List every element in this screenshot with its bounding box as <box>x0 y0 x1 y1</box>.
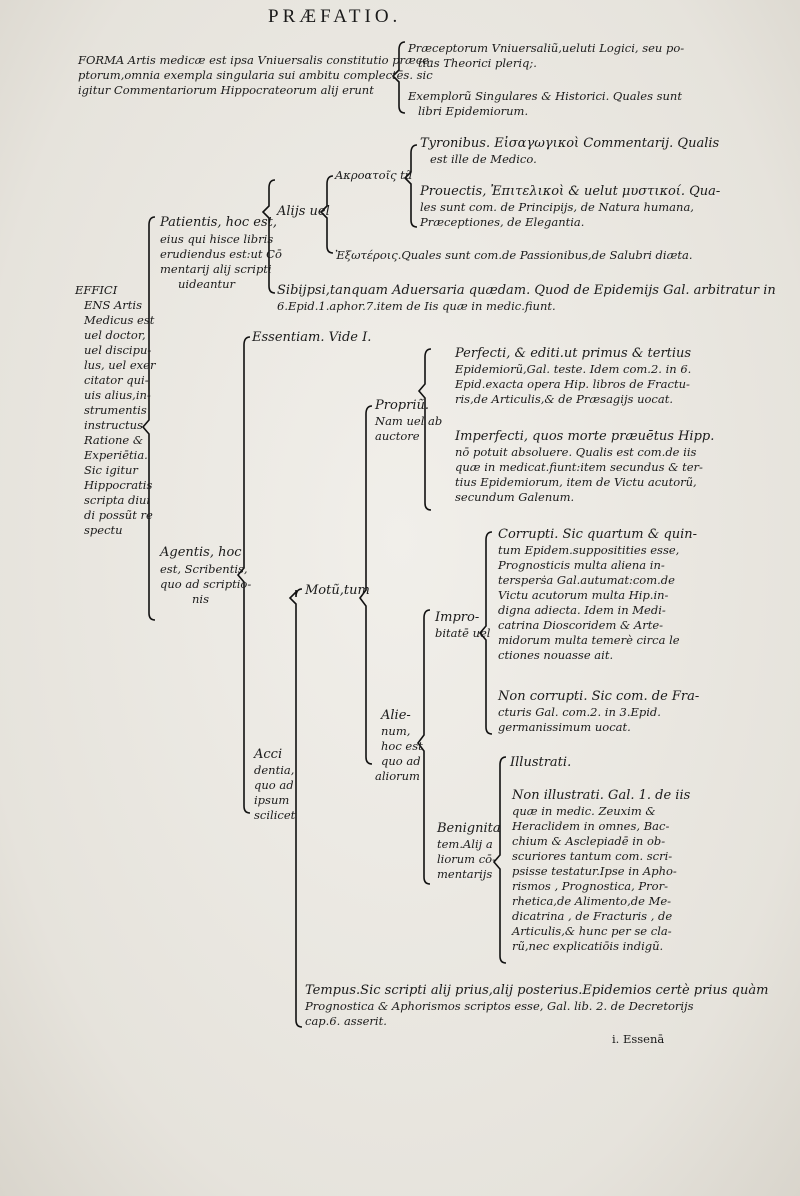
perfecti-line: Epidemiorũ,Gal. teste. Idem com.2. in 6. <box>455 362 692 376</box>
efficiens-line: citator qui- <box>84 373 149 387</box>
corrupti-line: catrina Dioscoridem & Arte- <box>498 618 664 632</box>
alienum-line: num, <box>381 724 411 738</box>
non-illustrati-line: Non illustrati. Gal. 1. de iis <box>512 788 691 803</box>
non-corrupti-line: Non corrupti. Sic com. de Fra- <box>498 689 700 704</box>
imperfecti-line: secundum Galenum. <box>455 490 575 504</box>
perfecti-line: Perfecti, & editi.ut primus & tertius <box>455 346 692 361</box>
catchword: i. Essenā <box>612 1032 665 1046</box>
non-illustrati-line: scuriores tantum com. scri- <box>512 849 673 863</box>
imperfecti-line: quæ in medicat.fiunt:item secundus & ter- <box>455 460 703 474</box>
efficiens-line: di possũt re <box>84 508 153 522</box>
accidentia-line: dentia, <box>254 763 295 777</box>
non-illustrati-line: psisse testatur.Ipse in Apho- <box>512 864 677 878</box>
exemplorum-line-2: libri Epidemiorum. <box>418 104 529 118</box>
agentis-line: nis <box>192 592 209 606</box>
prouectis-line-1: Prouectis, Ἐπιτελικοὶ & uelut μυστικοί. Qua- <box>420 184 721 199</box>
imperfecti-line: Imperfecti, quos morte præuētus Hipp. <box>455 429 715 444</box>
proprium-line: Nam uel ab <box>375 414 443 428</box>
improbitate-line: Impro- <box>435 610 480 625</box>
non-illustrati-line: quæ in medic. Zeuxim & <box>512 804 656 818</box>
imperfecti-line: nō potuit absoluere. Qualis est com.de iis <box>455 445 697 459</box>
benignitatem-line: mentarijs <box>437 867 493 881</box>
corrupti-line: ctiones nouasse ait. <box>498 648 614 662</box>
accidentia-line: quo ad <box>254 778 294 792</box>
non-illustrati-line: dicatrina , de Fracturis , de <box>512 909 673 923</box>
exemplorum-line-1: Exemplorũ Singulares & Historici. Quales sunt <box>408 89 682 103</box>
accidentia-line: scilicet <box>254 808 296 822</box>
efficiens-line: uel doctor, <box>84 328 146 342</box>
forma-line-2: ptorum,omnia exempla singularia sui ambitu complectēs. sic <box>78 68 433 82</box>
alijs-uel: Alijs uel <box>277 204 330 219</box>
praeceptorum-line-1: Præceptorum Vniuersaliũ,ueluti Logici, seu po- <box>408 41 685 55</box>
perfecti-line: Epid.exacta opera Hip. libros de Fractu- <box>455 377 690 391</box>
tyronibus-line-2: est ille de Medico. <box>430 152 537 166</box>
patientis-line: eius qui hisce libris <box>160 232 274 246</box>
non-illustrati-line: chium & Asclepiadē in ob- <box>512 834 666 848</box>
efficiens-line: ENS Artis <box>84 298 142 312</box>
tempus-line-1: Tempus.Sic scripti alij prius,alij posterius.Epidemios certè prius quàm <box>305 983 769 998</box>
patientis-line: uideantur <box>178 277 236 291</box>
motu: Motũ,tum <box>305 583 370 598</box>
tempus-line-2: Prognostica & Aphorismos scriptos esse, Gal. lib. 2. de Decretorijs <box>305 999 694 1013</box>
corrupti-line: tersperṡa Gal.autumat:com.de <box>498 573 675 587</box>
patientis-line: erudiendus est:ut Cō <box>160 247 282 261</box>
akroamatois: Ακροατοῖς tũ <box>335 168 413 182</box>
non-illustrati-line: rũ,nec explicatiōis indigũ. <box>512 939 664 953</box>
proprium-line: Propriũ. <box>375 398 429 413</box>
alienum-line: hoc est <box>381 739 423 753</box>
agentis-line: quo ad scriptio- <box>160 577 252 591</box>
benignitatem-line: liorum cō- <box>437 852 496 866</box>
efficiens-line: Experiētia. <box>84 448 148 462</box>
non-illustrati-line: Heraclidem in omnes, Bac- <box>512 819 670 833</box>
accidentia-line: ipsum <box>254 793 290 807</box>
tempus-line-3: cap.6. asserit. <box>305 1014 387 1028</box>
non-illustrati-line: Articulis,& hunc per se cla- <box>512 924 672 938</box>
alienum-line: quo ad <box>381 754 421 768</box>
efficiens-line: scripta diui <box>84 493 151 507</box>
proprium-line: auctore <box>375 429 420 443</box>
efficiens-line: strumentis <box>84 403 147 417</box>
accidentia-line: Acci <box>254 747 283 762</box>
exoterois: Ἐξωτέροις.Quales sunt com.de Passionibus,de Salubri diæta. <box>335 248 693 262</box>
illustrati: Illustrati. <box>510 755 572 770</box>
alienum-line: aliorum <box>375 769 420 783</box>
tyronibus-line-1: Tyronibus. Εἰσαγωγικοὶ Commentarij. Qualis <box>420 136 720 151</box>
efficiens-line: Sic igitur <box>84 463 138 477</box>
prouectis-line-2: les sunt com. de Principijs, de Natura humana, <box>420 200 694 214</box>
sibi-line-1: Sibijpsi,tanquam Aduersaria quædam. Quod de Epidemijs Gal. arbitratur in <box>277 283 776 298</box>
page-title: PRÆFATIO. <box>268 6 402 27</box>
efficiens-line: uel discipu- <box>84 343 152 357</box>
corrupti-line: midorum multa temerè circa le <box>498 633 680 647</box>
agentis-line: est, Scribentis, <box>160 562 248 576</box>
efficiens-line: Hippocratis <box>84 478 153 492</box>
perfecti-line: ris,de Articulis,& de Præsagijs uocat. <box>455 392 674 406</box>
efficiens-line: lus, uel exer <box>84 358 156 372</box>
corrupti-line: tum Epidem.suppositities esse, <box>498 543 680 557</box>
benignitatem-line: Benignita <box>437 821 501 836</box>
efficiens-line: Medicus est <box>84 313 155 327</box>
benignitatem-line: tem.Alij a <box>437 837 493 851</box>
efficiens-line: instructus <box>84 418 143 432</box>
corrupti-line: digna adiecta. Idem in Medi- <box>498 603 666 617</box>
efficiens-line: Ratione & <box>84 433 144 447</box>
efficiens-line: EFFICI <box>75 283 118 297</box>
forma-line-1: FORMA Artis medicæ est ipsa Vniuersalis constitutio præce- <box>78 53 434 67</box>
non-corrupti-line: germanissimum uocat. <box>498 720 631 734</box>
corrupti-line: Victu acutorum multa Hip.in- <box>498 588 669 602</box>
patientis-line: Patientis, hoc est, <box>160 215 278 230</box>
alienum-line: Alie- <box>381 708 411 723</box>
non-illustrati-line: rismos , Prognostica, Pror- <box>512 879 668 893</box>
patientis-line: mentarij alij scripti <box>160 262 272 276</box>
corrupti-line: Corrupti. Sic quartum & quin- <box>498 527 698 542</box>
essentiam: Essentiam. Vide I. <box>252 330 372 345</box>
improbitate-line: bitatē uel <box>435 626 491 640</box>
prouectis-line-3: Præceptiones, de Elegantia. <box>420 215 585 229</box>
non-illustrati-line: rhetica,de Alimento,de Me- <box>512 894 672 908</box>
corrupti-line: Prognosticis multa aliena in- <box>498 558 665 572</box>
praeceptorum-line-2: tius Theorici pleriq;. <box>418 56 537 70</box>
imperfecti-line: tius Epidemiorum, item de Victu acutorũ, <box>455 475 697 489</box>
forma-line-3: igitur Commentariorum Hippocrateorum alij erunt <box>78 83 374 97</box>
non-corrupti-line: cturis Gal. com.2. in 3.Epid. <box>498 705 661 719</box>
sibi-line-2: 6.Epid.1.aphor.7.item de Iis quæ in medic.fiunt. <box>277 299 556 313</box>
efficiens-line: spectu <box>84 523 123 537</box>
efficiens-line: uis alius,in- <box>84 388 151 402</box>
agentis-line: Agentis, hoc <box>160 545 242 560</box>
